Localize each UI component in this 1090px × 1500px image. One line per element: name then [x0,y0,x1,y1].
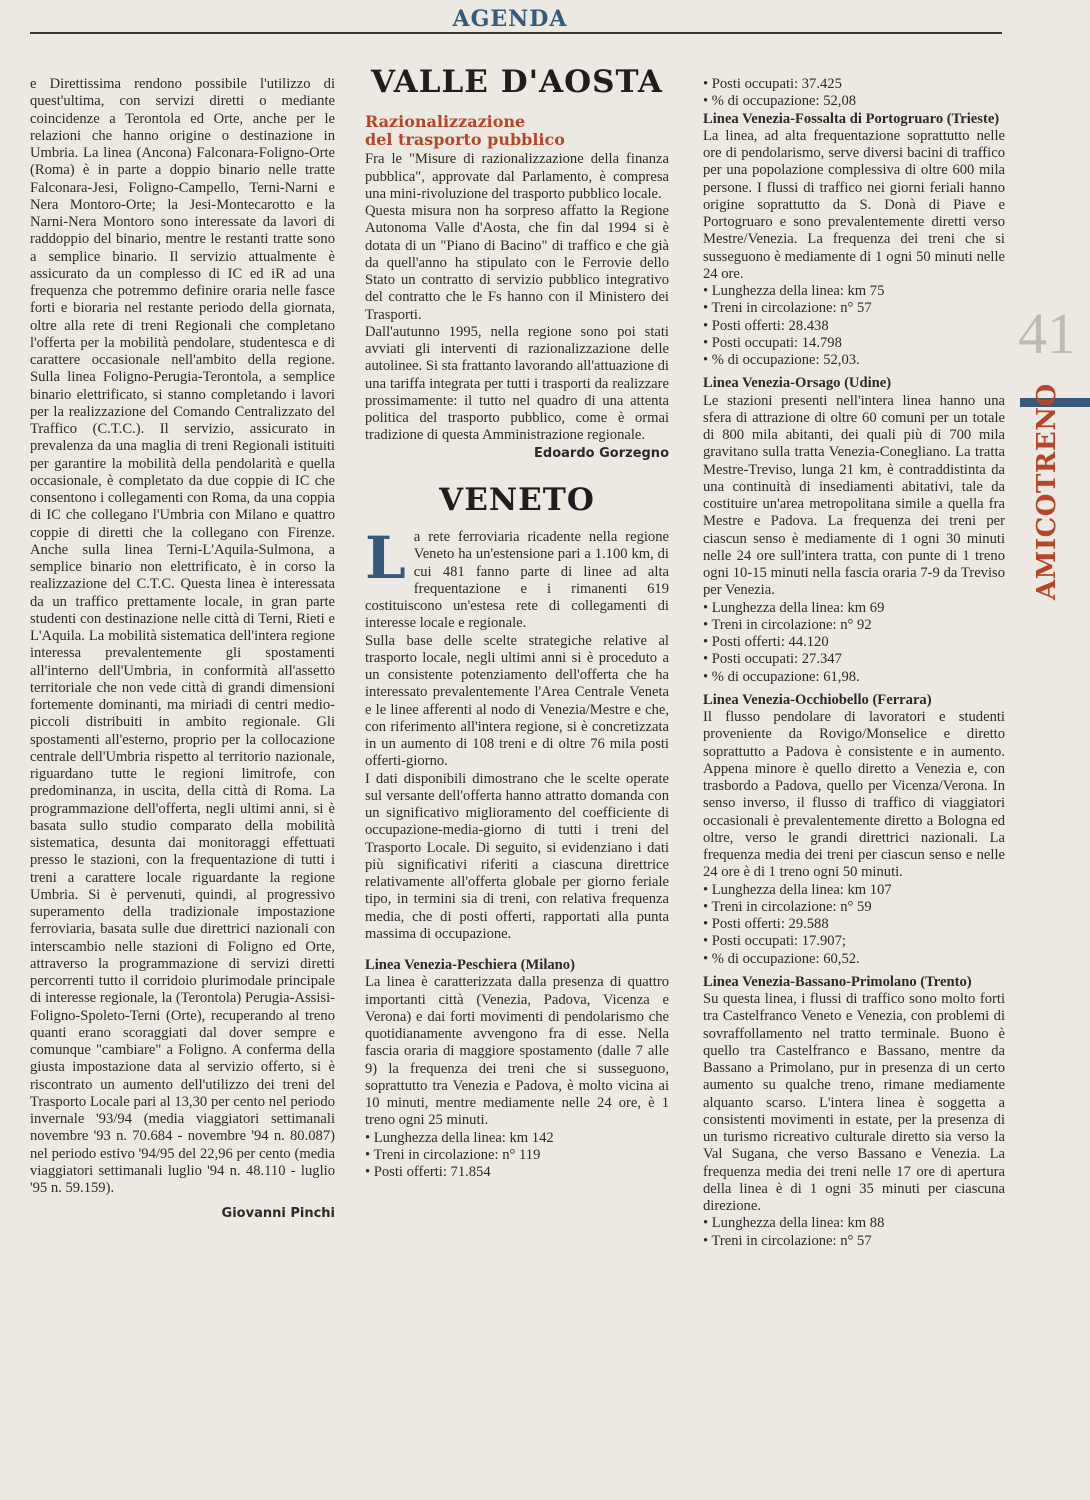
region-title-valle-daosta: VALLE D'AOSTA [371,64,663,100]
header-rule [30,32,1002,34]
line-description: Il flusso pendolare di lavoratori e studenti proveniente da Rovigo/Monselice e diretto soprattutto a Padova è consistente e in aumento. Appena minore è quello diretto a Venezia e, con trasbordo a Padova, quello per Vicenza/Verona. In senso inverso, il flusso di traffico di viaggiatori occasionali è prevalentemente diretto a Bologna ed oltre, verso le grandi direttrici nazionali. La frequenza media dei treni per ciascun senso e nelle 24 ore è di 1 treno ogni 50 minuti. [703,709,1005,881]
line-heading: Linea Venezia-Orsago (Udine) [703,375,892,392]
stat-item: • Treni in circolazione: n° 57 [703,300,1005,317]
stat-item: • Posti occupati: 37.425 [703,76,1005,93]
paragraph: I dati disponibili dimostrano che le scelte operate sul versante dell'offerta hanno attratto domanda con un significativo miglioramento del coefficiente di occupazione-media-giorno di tutti i treni del Trasporto Locale. Di seguito, si evidenziano i dati più significativi riferiti a ciascuna direttrice relativamente all'offerta globale per giorno feriale tipo, in termini sia di treni, con relativa frequenza media, che di posti offerti, rapportati alla punta massima di occupazione. [365,770,669,942]
line-heading: Linea Venezia-Peschiera (Milano) [365,957,575,973]
line-stats [703,76,1005,111]
stat-item: • Posti offerti: 29.588 [703,916,1005,933]
stat-item: • % di occupazione: 61,98. [703,669,1005,686]
stat-item: • % di occupazione: 52,03. [703,352,1005,369]
stat-item: • Posti offerti: 71.854 [365,1164,669,1181]
stat-item: • Lunghezza della linea: km 75 [703,283,1005,300]
stat-item: • % di occupazione: 60,52. [703,951,1005,968]
paragraph-intro: La rete ferroviaria ricadente nella regione Veneto ha un'estensione pari a 1.100 km, di cui 481 fanno parte di linee ad alta frequentazione e i rimanenti 619 costituiscono un'estesa rete di collegamenti di interesse locale e regionale. [365,524,669,632]
stat-item: • Lunghezza della linea: km 69 [703,600,1005,617]
column-1 [30,76,335,1223]
column-3 [703,76,1005,1250]
line-description: Su questa linea, i flussi di traffico sono molto forti tra Castelfranco Veneto e Venezia, con problemi di sovraffollamento nel tratto terminale. Buono è quello tra Castelfranco e Bassano, mentre da Bassano a Primolano, pur in presenza di un certo aumento su qualche treno, rimane mediamente alquanto scarso. L'intera linea è soggetta a consistenti movimenti in estate, per la presenza di un turismo ricreativo culturale diretto sia verso la Val Sugana, che verso Bassano e Venezia. La frequenza media dei treni nelle 17 ore di apertura della linea è di 1 ogni 35 minuti per ciascuna direzione. [703,991,1005,1214]
stat-item: • Treni in circolazione: n° 92 [703,617,1005,634]
magazine-name: AMICOTRENO [1032,383,1062,600]
paragraph: Dall'autunno 1995, nella regione sono poi stati avviati gli interventi di razionalizzazione delle autolinee. Si sta frattanto lavorando all'attuazione di una tariffa integrata per tutti i trasporti da realizzare prossimamente: il tutto nel quadro di una attenta politica del trasporto pubblico, come è ormai tradizione di questa Amministrazione regionale. [365,323,669,444]
stat-item: • Lunghezza della linea: km 88 [703,1215,1005,1232]
drop-cap: L [365,524,406,592]
line-stats [365,1130,669,1182]
line-heading: Linea Venezia-Occhiobello (Ferrara) [703,691,932,708]
stat-item: • Treni in circolazione: n° 119 [365,1147,669,1164]
line-description: La linea è caratterizzata dalla presenza di quattro importanti città (Venezia, Padova, Vicenza e Verona) e dai forti movimenti di pendolarismo che quotidianamente avvengono fra di esse. Nella fascia oraria di maggiore spostamento (dalle 7 alle 9) la frequenza dei treni che si susseguono, soprattutto tra Venezia e Padova, è molto vicina ai 10 minuti, mentre mediamente nelle 24 ore, è 1 treno ogni 25 minuti. [365,974,669,1129]
stat-item: • % di occupazione: 52,08 [703,93,1005,110]
line-heading: Linea Venezia-Fossalta di Portogruaro (Trieste) [703,110,1000,127]
stat-item: • Posti occupati: 17.907; [703,933,1005,950]
paragraph: Sulla base delle scelte strategiche relative al trasporto locale, negli ultimi anni si è proceduto a un consistente potenziamento dell'offerta che ha interessato prevalentemente l'Area Centrale Veneta e le linee afferenti al nodo di Venezia/Mestre e che, con riferimento all'intera regione, si è concretizzata in un aumento di 108 treni e di oltre 76 mila posti offerti-giorno. [365,632,669,770]
line-stats [703,1215,1005,1250]
section-header: AGENDA [452,6,568,32]
article-subtitle: Razionalizzazione del trasporto pubblico [365,112,565,150]
stat-item: • Posti occupati: 14.798 [703,335,1005,352]
line-description: Le stazioni presenti nell'intera linea hanno una sfera di attrazione di oltre 60 comuni per un totale di 800 mila abitanti, dei quali più di 700 mila gravitano sulla tratta Venezia-Conegliano. La tratta Mestre-Treviso, lunga 21 km, è contraddistinta da una continuità di insediamenti abitativi, tale da costituire un'area metropolitana simile a quella fra Mestre e Padova. La frequenza dei treni per ciascun senso è mediamente di 1 ogni 30 minuti nelle 24 ore sull'intera tratta, con punte di 1 treno ogni 10-15 minuti nella fascia oraria 7-9 da Treviso per Venezia. [703,392,1005,599]
author-signature: Edoardo Gorzegno [534,445,669,461]
column-2 [365,64,669,1181]
stat-item: • Treni in circolazione: n° 59 [703,899,1005,916]
stat-item: • Posti offerti: 44.120 [703,634,1005,651]
page-number: 41 [1018,301,1076,366]
line-stats [703,283,1005,369]
paragraph: Questa misura non ha sorpreso affatto la Regione Autonoma Valle d'Aosta, che fin dal 1994 si è dotata di un "Piano di Bacino" di traffico e che già da quell'anno ha stipulato con le Ferrovie dello Stato un contratto di servizio pubblico integrativo del contratto che le Fs hanno con il Ministero dei Trasporti. [365,203,669,323]
stat-item: • Posti occupati: 27.347 [703,651,1005,668]
umbria-article-body: e Direttissima rendono possibile l'utilizzo di quest'ultima, con servizi diretti o mediante coincidenze a Terontola ed Orte, anche per le relazioni che hanno origine o destinazione in Umbria. La linea (Ancona) Falconara-Foligno-Orte (Roma) è in parte a doppio binario nelle tratte Falconara-Jesi, Foligno-Campello, Terni-Narni e Nera Montoro-Orte; la Jesi-Montecarotto e la Narni-Nera Montoro sono interessate da lavori di raddoppio del binario, mentre le restanti tratte sono a semplice binario. Il servizio attualmente è assicurato da un complesso di IC ed iR ad una frequenza che potremmo definire oraria nelle fasce forti e bioraria nel restante periodo della giornata, oltre alla rete di treni Regionali che completano l'offerta per la mobilità pendolare, studentesca e di carattere occasionale nell'ambito della regione. Sulla linea Foligno-Perugia-Terontola, a semplice binario elettrificato, si stanno completando i lavori per la realizzazione del Comando Centralizzato del Traffico (C.T.C.). Il servizio, assicurato in prevalenza da una maglia di treni Regionali istituiti per garantire la mobilità della pendolarità e quella occasionale, è completato da due coppie di IC che consentono i collegamenti con Roma, da una coppia di IC che collegano l'Umbria con Milano e quattro coppie di diretti che la collegano con Firenze. Anche sulla linea Terni-L'Aquila-Sulmona, a semplice binario non elettrificato, è in corso la realizzazione del C.T.C. Questa linea è interessata da un traffico prettamente locale, in gran parte studenti con destinazione nelle città di Terni, Rieti e L'Aquila. La mobilità sistematica dell'intera regione interessa prevalentemente gli spostamenti all'interno dell'Umbria, in conformità all'assetto territoriale che non vede città di grandi dimensioni fortemente dominanti, ma miriadi di centri medio-piccoli distribuiti in ambito regionale. Gli spostamenti all'esterno, proprio per la collocazione centrale dell'Umbria rispetto al territorio nazionale, riguardano tutte le regioni limitrofe, con predominanza, in uscita, della città di Roma. La programmazione dell'offerta, negli ultimi anni, si è basata sullo studio comparato della mobilità sistematica, desunta dai monitoraggi effettuati presso le stazioni, con la frequentazione di tutti i treni a carattere locale riguardante la regione Umbria. Si è pervenuti, quindi, al progressivo superamento della tradizionale impostazione ferroviaria, basata sulle due direttrici nazionali con interscambio nelle stazioni di Foligno ed Orte, attraverso la programmazione di servizi diretti percorrenti tutto il corridoio plurimodale principale di interesse regionale, la (Terontola) Perugia-Assisi-Foligno-Spoleto-Terni (Orte), recuperando al treno quanti erano scoraggiati dal dover sempre e comunque "cambiare" a Foligno. A conferma della giusta impostazione data al servizio offerto, si è riscontrato un aumento dell'utilizzo dei treni del Trasporto Locale pari al 13,30 per cento nel periodo invernale '93/94 (media viaggiatori settimanali novembre '93 n. 70.684 - novembre '94 n. 80.087) nel periodo estivo '94/95 del 22,96 per cento (media viaggiatori settimanali luglio '94 n. 48.110 - luglio '95 n. 59.159). [30,76,335,1196]
stat-item: • Posti offerti: 28.438 [703,318,1005,335]
stat-item: • Lunghezza della linea: km 142 [365,1130,669,1147]
stat-item: • Treni in circolazione: n° 57 [703,1233,1005,1250]
author-signature: Giovanni Pinchi [221,1206,335,1222]
line-description: La linea, ad alta frequentazione soprattutto nelle ore di pendolarismo, serve diversi bacini di traffico per una popolazione complessiva di oltre 600 mila persone. I flussi di traffico nei giorni feriali hanno origine soprattutto da S. Donà di Piave e Portogruaro e sono prevalentemente diretti verso Mestre/Venezia. La frequenza dei treni che si susseguono è mediamente di 1 ogni 50 minuti nelle 24 ore. [703,127,1005,282]
line-stats [703,882,1005,968]
line-heading: Linea Venezia-Bassano-Primolano (Trento) [703,973,972,990]
region-title-veneto: VENETO [439,481,595,518]
stat-item: • Lunghezza della linea: km 107 [703,882,1005,899]
paragraph: Fra le "Misure di razionalizzazione della finanza pubblica", approvate dal Parlamento, è compresa una mini-rivoluzione del trasporto pubblico locale. [365,151,669,202]
line-stats [703,600,1005,686]
